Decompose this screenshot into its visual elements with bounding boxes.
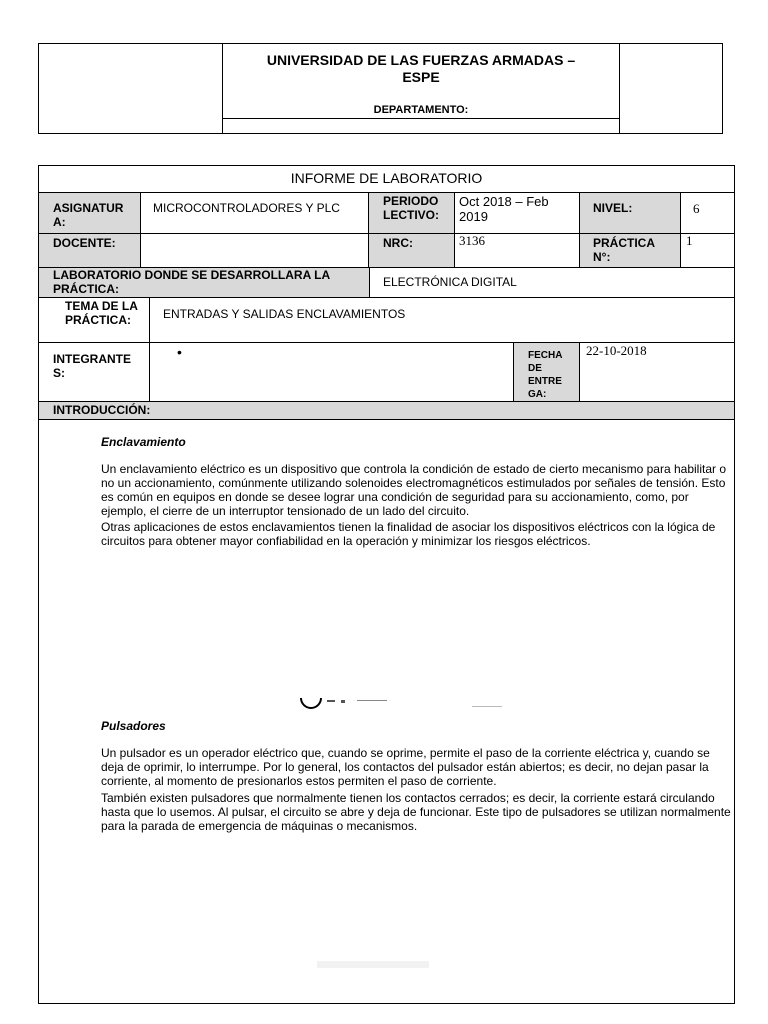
laboratorio-label: LABORATORIO DONDE SE DESARROLLARA LA PRÁCTICA: <box>53 268 330 296</box>
university-name <box>223 52 619 86</box>
col-divider <box>454 192 455 267</box>
col-divider <box>369 267 370 297</box>
paragraph-enclavamiento-2: Otras aplicaciones de estos enclavamientos tienen la finalidad de asociar los dispositivos eléctricos con la lógica de circuitos para obtener mayor confiabilidad en la operación y minimizar los riesgos eléctricos. <box>101 520 716 548</box>
tema-value: ENTRADAS Y SALIDAS ENCLAVAMIENTOS <box>163 307 406 321</box>
paragraph-pulsadores-1: Un pulsador es un operador eléctrico que, cuando se oprime, permite el paso de la corriente eléctrica y, cuando se deja de oprimir, lo interrumpe. Por lo general, los contactos del pulsador están abiertos; es decir, no dejan pasar la corriente, al momento de presionarlos estos permiten el paso de corriente. <box>101 746 710 788</box>
row-divider <box>39 419 734 420</box>
introduccion-label: INTRODUCCIÓN: <box>53 403 151 417</box>
nivel-value: 6 <box>693 201 700 216</box>
section-heading-pulsadores: Pulsadores <box>101 719 166 733</box>
figure-fragment <box>297 698 517 708</box>
integrantes-bullet: • <box>177 344 182 360</box>
paragraph-enclavamiento-1: Un enclavamiento eléctrico es un dispositivo que controla la condición de estado de cierto mecanismo para habilitar o no un accionamiento, comúnmente utilizando solenoides electromagnéticos estimulados por señales de tensión. Esto es común en equipos en donde se desee lograr una condición de seguridad para su accionamiento, como, por ejemplo, el cierre de un interruptor tensionado de un lado del circuito. <box>101 462 727 518</box>
nivel-label: NIVEL: <box>593 201 633 215</box>
figure-fragment-bottom <box>317 961 429 968</box>
col-divider <box>149 297 150 401</box>
department-label: DEPARTAMENTO: <box>373 104 469 116</box>
report-table <box>38 165 735 1004</box>
docente-label: DOCENTE: <box>53 236 116 250</box>
col-divider <box>680 192 681 267</box>
asignatura-label: ASIGNATUR A: <box>53 201 124 229</box>
nrc-value: 3136 <box>459 233 485 248</box>
header-divider <box>223 118 619 119</box>
asignatura-value: MICROCONTROLADORES Y PLC <box>153 201 340 215</box>
practica-value: 1 <box>686 233 693 248</box>
tema-label: TEMA DE LA PRÁCTICA: <box>65 299 138 327</box>
row-divider <box>39 297 734 298</box>
laboratorio-value: ELECTRÓNICA DIGITAL <box>383 275 517 289</box>
university-line-2: ESPE <box>402 69 440 85</box>
periodo-value: Oct 2018 – Feb 2019 <box>459 194 549 224</box>
figure-fragment-icon <box>297 698 517 718</box>
header-box <box>38 43 723 134</box>
paragraph-pulsadores-2: También existen pulsadores que normalmente tienen los contactos cerrados; es decir, la corriente estará circulando hasta que lo usemos. Al pulsar, el circuito se abre y deja de funcionar. Este tipo de pulsadores se utilizan normalmente para la parada de emergencia de máquinas o mecanismos. <box>101 791 731 833</box>
col-divider <box>579 342 580 401</box>
nrc-label: NRC: <box>383 236 413 250</box>
report-title: INFORME DE LABORATORIO <box>290 170 483 186</box>
practica-label: PRÁCTICA N°: <box>593 236 655 264</box>
integrantes-label: INTEGRANTE S: <box>53 352 131 380</box>
fecha-label: FECHA DE ENTRE GA: <box>528 350 563 400</box>
fecha-value: 22-10-2018 <box>586 343 647 358</box>
section-heading-enclavamiento: Enclavamiento <box>101 435 186 449</box>
header-logo-cell-left <box>39 44 223 133</box>
university-line-1: UNIVERSIDAD DE LAS FUERZAS ARMADAS – <box>266 52 576 68</box>
periodo-label: PERIODO LECTIVO: <box>383 194 439 222</box>
col-divider <box>140 192 141 267</box>
header-logo-cell-right <box>619 44 722 133</box>
